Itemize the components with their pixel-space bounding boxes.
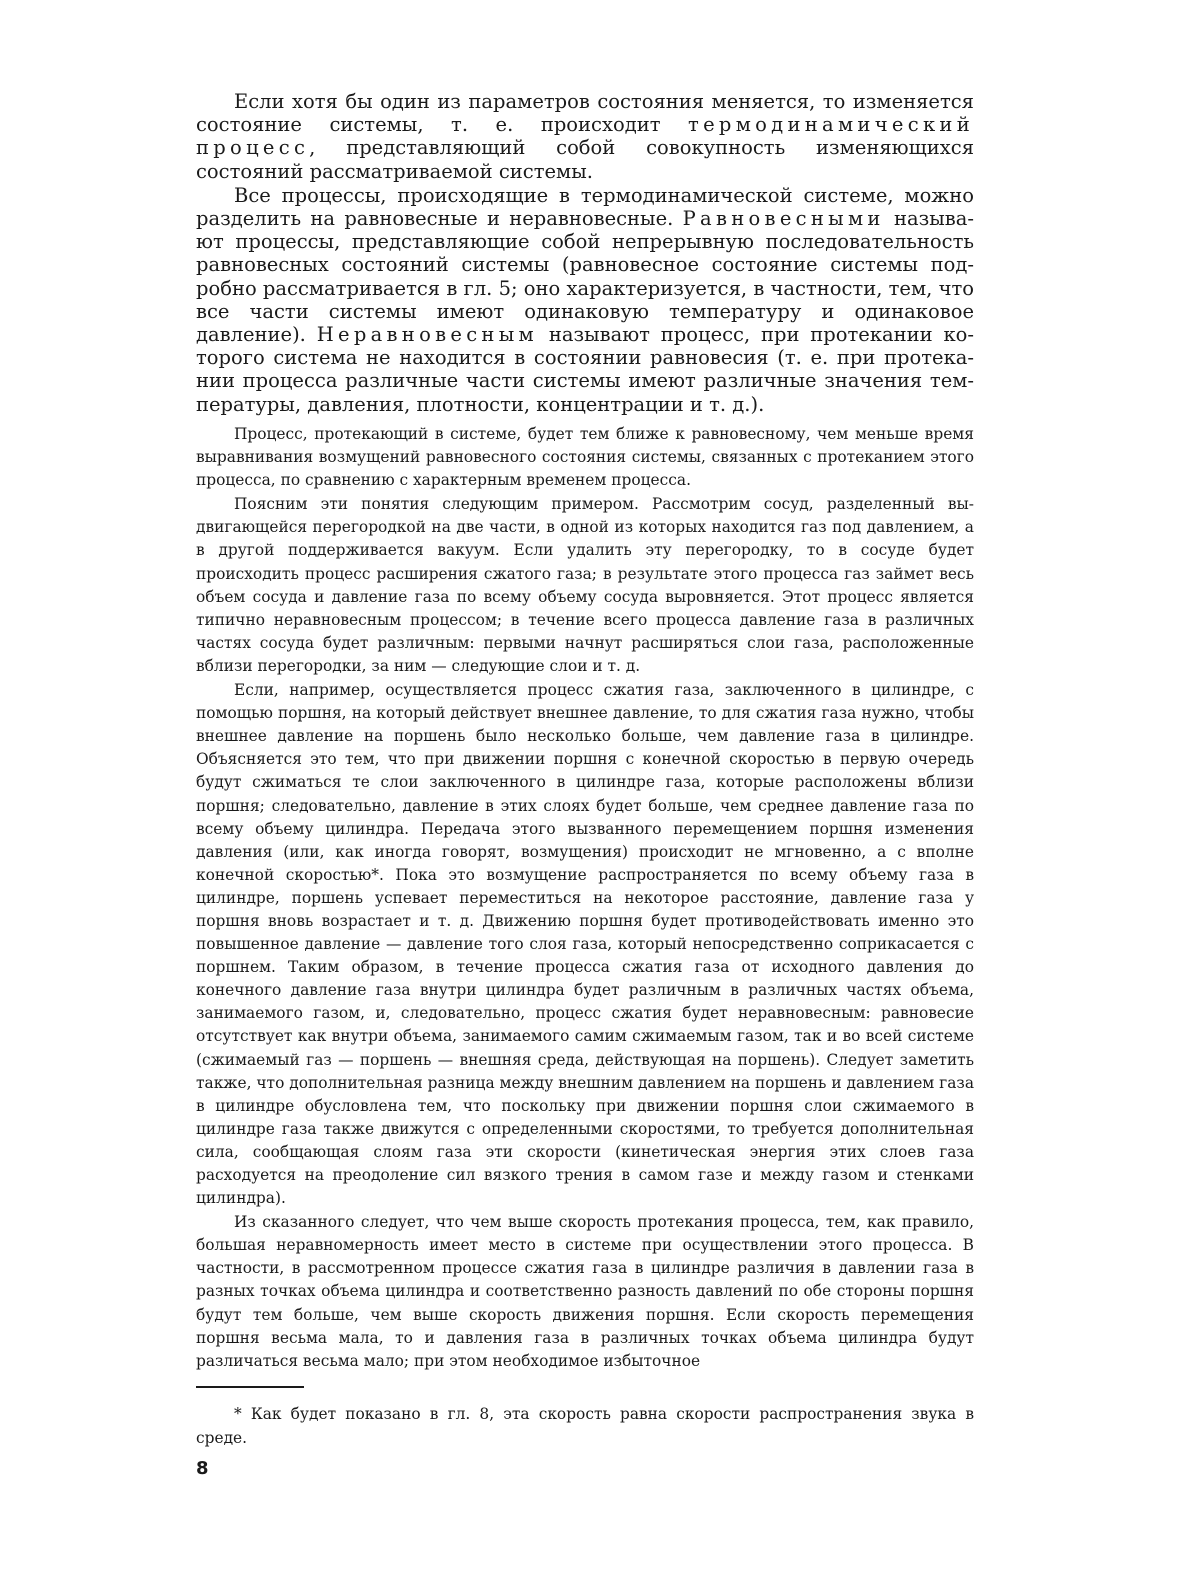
page-number: 8 [196, 1458, 209, 1479]
paragraph-small: Из сказанного следует, что чем выше скорость протекания процесса, тем, как правило, большая неравномерность имеет место в системе при осуществлении этого процесса. В частности, в рассмотренном процессе сжатия газа в цилиндре различия в давлении газа в разных точках объема цилиндра и соответственно разность давлений по обе стороны поршня будут тем больше, чем выше скорость движения поршня. Если скорость перемещения поршня весьма мала, то и давления газа в различных точках объема цилиндра будут различаться весьма мало; при этом необходимое избыточное [196, 1213, 974, 1370]
paragraph-text: называют процессы, представляющие собой непрерывную последовательность равновесных состояний системы (равновесное состояние системы подробно рассматривается в гл. 5; оно характеризуется, в частности, тем, что все части системы имеют одинаковую температуру и одинаковое давление). [196, 207, 974, 347]
footnote-text: * Как будет показано в гл. 8, эта скорость равна скорости распространения звука в среде. [196, 1405, 974, 1447]
paragraph-small: Если, например, осуществляется процесс сжатия газа, заключенного в цилиндре, с помощью поршня, на который действует внешнее давление, то для сжатия газа нужно, чтобы внешнее давление на поршень было несколько больше, чем давление газа в цилиндре. Объясняется это тем, что при движении поршня с конечной скоростью в первую очередь будут сжиматься те слои заключенного в цилиндре газа, которые расположены вблизи поршня; следовательно, давление в этих слоях будет больше, чем среднее давление газа по всему объему цилиндра. Передача этого вызванного перемещением поршня изменения давления (или, как иногда говорят, возмущения) происходит не мгновенно, а с вполне конечной скоростью*. Пока это возмущение распространяется по всему объему газа в цилиндре, поршень успевает переместиться на некоторое расстояние, давление газа у поршня вновь возрастает и т. д. Движению поршня будет противодействовать именно это повышенное давление — давление того слоя газа, который непосредственно соприкасается с поршнем. Таким образом, в течение процесса сжатия газа от исходного давления до конечного давление газа внутри цилиндра будет различным в различных частях объема, занимаемого газом, и, следовательно, процесс сжатия будет неравновесным: равновесие отсутствует как внутри объема, занимаемого самим сжимаемым газом, так и во всей системе (сжимаемый газ — поршень — внешняя среда, действующая на поршень). Следует заметить также, что дополнительная разница между внешним давлением на поршень и давлением газа в цилиндре обусловлена тем, что поскольку при движении поршня слои сжимаемого в цилиндре газа также движутся с определенными скоростями, то требуется дополнительная сила, сообщающая слоям газа эти скорости (кинетическая энергия этих слоев газа расходуется на преодоление сил вязкого трения в самом газе и между газом и стенками цилиндра). [196, 681, 974, 1208]
footnote-divider [196, 1386, 304, 1388]
paragraph-small: Процесс, протекающий в системе, будет тем ближе к равновесному, чем меньше время выравнивания возмущений равновесного состояния системы, связанных с протеканием этого процесса, по сравнению с характерным временем процесса. [196, 425, 974, 490]
main-text-small [196, 423, 974, 1373]
paragraph-text: Все процессы, происходящие в термодинамической системе, можно разделить на равновесные и неравновесные. [196, 183, 974, 231]
spaced-term: Неравновесным [316, 323, 538, 347]
paragraph-thermodynamic-process [196, 90, 974, 183]
paragraph-text: называют процесс, при протекании которого система не находится в состоянии равновесия (т. е. при протекании процесса различные части системы имеют различные значения температуры, давления, плотности, концентрации и т. д.). [196, 323, 975, 416]
footnote [196, 1403, 974, 1450]
spaced-term: Равновесными [682, 207, 885, 231]
spaced-term: термодинамический процесс [196, 113, 974, 160]
paragraph-text: , представляющий собой совокупность изменяющихся состояний рассматриваемой системы. [196, 136, 974, 183]
main-text-large [196, 90, 974, 416]
paragraph-equilibrium-definition [196, 184, 974, 416]
paragraph-text: Если хотя бы один из параметров состояния меняется, то изменяется состояние системы, т. е. происходит [196, 90, 974, 137]
paragraph-small: Поясним эти понятия следующим примером. Рассмотрим сосуд, разделенный выдвигающейся перегородкой на две части, в одной из которых находится газ под давлением, а в другой поддерживается вакуум. Если удалить эту перегородку, то в сосуде будет происходить процесс расширения сжатого газа; в результате этого процесса газ займет весь объем сосуда и давление газа по всему объему сосуда выровняется. Этот процесс является типично неравновесным процессом; в течение всего процесса давление газа в различных частях сосуда будет различным: первыми начнут расширяться слои газа, расположенные вблизи перегородки, за ним — следующие слои и т. д. [196, 495, 974, 675]
